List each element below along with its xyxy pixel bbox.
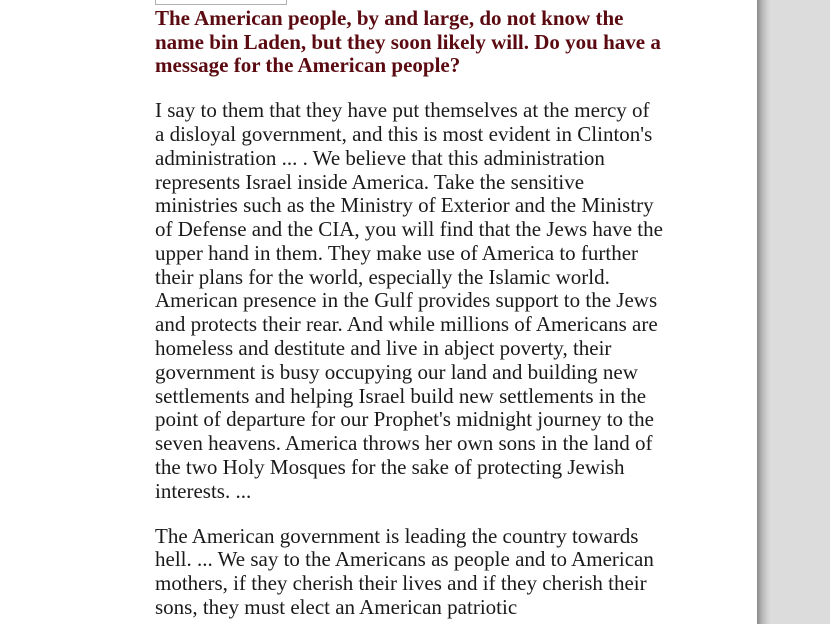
- article-content: [155, 7, 663, 620]
- page-shadow: [757, 0, 771, 624]
- top-frame-box: [155, 0, 287, 5]
- answer-paragraph-2: The American government is leading the country towards hell. ... We say to the Americans as people and to American mothers, if they cherish their lives and if they cherish their sons, they must elect an American patriotic: [155, 523, 654, 620]
- interview-question: The American people, by and large, do not know the name bin Laden, but they soon likely will. Do you have a message for the American people?: [155, 6, 661, 78]
- answer-paragraph-1: I say to them that they have put themselves at the mercy of a disloyal government, and this is most evident in Clinton's administration ... . We believe that this administration represents Israel inside America. Take the sensitive ministries such as the Ministry of Exterior and the Ministry of Defense and the CIA, you will find that the Jews have the upper hand in them. They make use of America to further their plans for the world, especially the Islamic world. American presence in the Gulf provides support to the Jews and protects their rear. And while millions of Americans are homeless and destitute and live in abject poverty, their government is busy occupying our land and building new settlements and helping Israel build new settlements in the point of departure for our Prophet's midnight journey to the seven heavens. America throws her own sons in the land of the two Holy Mosques for the sake of protecting Jewish interests. ...: [155, 98, 663, 503]
